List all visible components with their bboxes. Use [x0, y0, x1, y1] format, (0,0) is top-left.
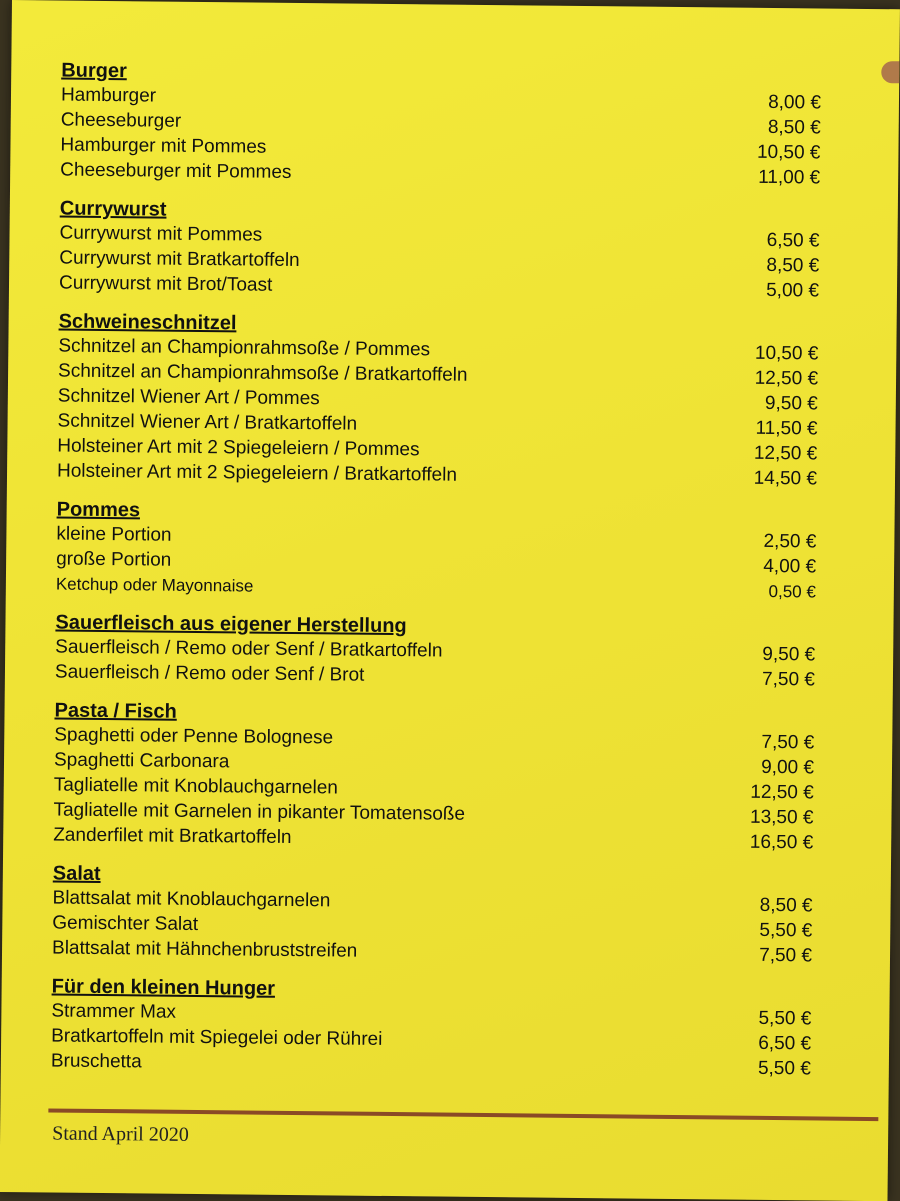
item-name: Hamburger	[60, 84, 157, 107]
item-name: Bruschetta	[50, 1050, 142, 1073]
item-price: 10,50 €	[756, 141, 821, 164]
item-name: Currywurst mit Bratkartoffeln	[59, 247, 300, 272]
item-price: 8,50 €	[766, 254, 820, 277]
section-title: Burger	[61, 59, 127, 83]
section-title: Pasta / Fisch	[54, 699, 177, 723]
item-price: 8,50 €	[767, 116, 821, 139]
paper-tab	[881, 61, 900, 83]
item-price: 6,50 €	[766, 229, 820, 252]
item-price: 4,00 €	[763, 555, 817, 578]
item-price: 9,50 €	[762, 643, 816, 666]
item-price: 8,00 €	[768, 91, 822, 114]
menu-section	[59, 197, 820, 304]
item-price: 9,00 €	[761, 756, 815, 779]
item-name: Blattsalat mit Knoblauchgarnelen	[52, 887, 331, 912]
item-price: 14,50 €	[753, 467, 818, 490]
section-title: Salat	[52, 862, 101, 885]
item-price: 12,50 €	[754, 367, 819, 390]
section-title: Sauerfleisch aus eigener Herstellung	[55, 611, 407, 638]
item-name: Holsteiner Art mit 2 Spiegeleiern / Pommes	[57, 435, 420, 461]
item-price: 10,50 €	[754, 342, 819, 365]
menu-section	[60, 59, 821, 191]
item-price: 12,50 €	[753, 442, 818, 465]
section-title: Schweineschnitzel	[58, 310, 237, 335]
item-name: Sauerfleisch / Remo oder Senf / Bratkartoffeln	[55, 636, 443, 662]
item-price: 11,00 €	[758, 166, 821, 189]
item-name: Currywurst mit Brot/Toast	[58, 272, 273, 296]
item-price: 12,50 €	[750, 781, 814, 804]
menu-section	[51, 974, 812, 1081]
item-name: große Portion	[56, 548, 172, 571]
item-price: 7,50 €	[761, 731, 815, 754]
menu-list	[51, 59, 822, 1096]
footer-rule	[48, 1108, 878, 1121]
item-price: 5,50 €	[757, 1057, 811, 1080]
item-name: Spaghetti Carbonara	[53, 749, 230, 773]
section-title: Currywurst	[59, 197, 167, 221]
footer-date: Stand April 2020	[52, 1122, 189, 1146]
section-title: Pommes	[56, 498, 141, 522]
item-price: 6,50 €	[758, 1032, 812, 1055]
item-price: 8,50 €	[759, 894, 813, 917]
item-name: Spaghetti oder Penne Bolognese	[54, 724, 334, 749]
item-price: 2,50 €	[763, 530, 817, 553]
item-name: Holsteiner Art mit 2 Spiegeleiern / Bratkartoffeln	[56, 460, 458, 486]
item-name: Hamburger mit Pommes	[60, 134, 267, 158]
item-name: Sauerfleisch / Remo oder Senf / Brot	[54, 661, 365, 686]
item-name: Ketchup oder Mayonnaise	[55, 574, 254, 596]
menu-section	[52, 861, 813, 968]
item-name: Schnitzel an Championrahmsoße / Bratkartoffeln	[58, 360, 468, 386]
item-name: Bratkartoffeln mit Spiegelei oder Rührei	[51, 1025, 383, 1050]
section-title: Für den kleinen Hunger	[51, 975, 276, 1000]
menu-section	[55, 610, 816, 692]
menu-section	[56, 497, 817, 604]
item-name: Tagliatelle mit Knoblauchgarnelen	[53, 774, 339, 799]
item-price: 11,50 €	[755, 417, 818, 440]
item-price: 0,50 €	[768, 581, 816, 602]
item-name: Blattsalat mit Hähnchenbruststreifen	[51, 937, 358, 962]
item-name: Strammer Max	[51, 1000, 177, 1023]
item-name: Schnitzel Wiener Art / Bratkartoffeln	[57, 410, 358, 435]
item-name: Currywurst mit Pommes	[59, 222, 263, 246]
item-name: Schnitzel Wiener Art / Pommes	[57, 385, 320, 410]
item-name: Zanderfilet mit Bratkartoffeln	[53, 824, 292, 848]
item-name: Cheeseburger	[60, 109, 182, 132]
item-name: Gemischter Salat	[52, 912, 199, 935]
item-name: kleine Portion	[56, 523, 172, 546]
item-name: Tagliatelle mit Garnelen in pikanter Tomatensoße	[53, 799, 466, 825]
item-price: 16,50 €	[749, 831, 814, 854]
item-price: 9,50 €	[764, 392, 818, 415]
menu-section	[53, 698, 815, 855]
item-name: Schnitzel an Championrahmsoße / Pommes	[58, 335, 431, 361]
item-price: 5,00 €	[766, 279, 820, 302]
menu-section	[57, 310, 819, 492]
item-price: 5,50 €	[758, 1007, 812, 1030]
item-name: Cheeseburger mit Pommes	[60, 159, 292, 183]
item-price: 7,50 €	[761, 668, 816, 691]
item-price: 7,50 €	[759, 944, 813, 967]
item-price: 13,50 €	[749, 806, 814, 829]
item-price: 5,50 €	[759, 919, 813, 942]
